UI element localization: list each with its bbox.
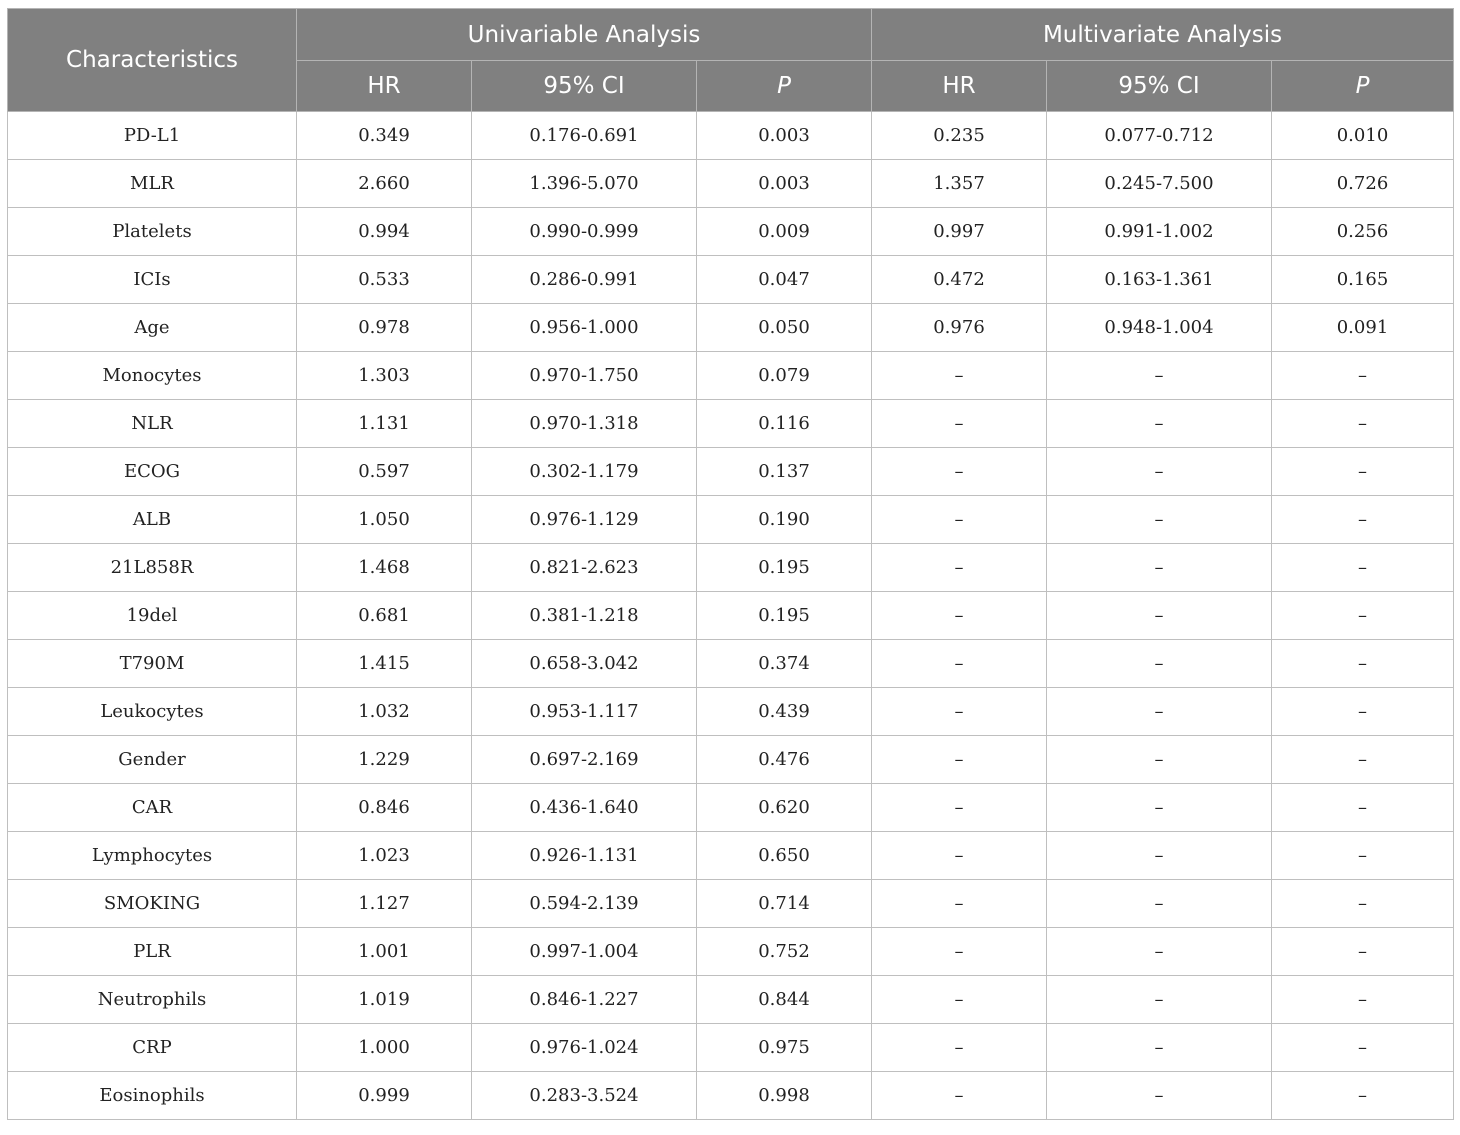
uni-hr-cell: 1.001 bbox=[297, 928, 472, 976]
multi-hr-cell: – bbox=[872, 1024, 1047, 1072]
characteristic-cell: PLR bbox=[8, 928, 297, 976]
multi-hr-cell: – bbox=[872, 448, 1047, 496]
multi-hr-cell: 0.976 bbox=[872, 304, 1047, 352]
uni-ci-cell: 0.821-2.623 bbox=[472, 544, 697, 592]
multi-hr-cell: 0.472 bbox=[872, 256, 1047, 304]
uni-p-cell: 0.439 bbox=[697, 688, 872, 736]
multi-hr-cell: – bbox=[872, 640, 1047, 688]
uni-hr-cell: 0.533 bbox=[297, 256, 472, 304]
uni-ci-cell: 0.302-1.179 bbox=[472, 448, 697, 496]
uni-ci-cell: 0.594-2.139 bbox=[472, 880, 697, 928]
uni-p-cell: 0.195 bbox=[697, 544, 872, 592]
uni-ci-cell: 0.956-1.000 bbox=[472, 304, 697, 352]
multi-ci-cell: – bbox=[1047, 880, 1272, 928]
multi-ci-cell: – bbox=[1047, 976, 1272, 1024]
characteristic-cell: Lymphocytes bbox=[8, 832, 297, 880]
multi-ci-cell: – bbox=[1047, 544, 1272, 592]
uni-p-cell: 0.374 bbox=[697, 640, 872, 688]
characteristic-cell: Eosinophils bbox=[8, 1072, 297, 1120]
uni-p-cell: 0.009 bbox=[697, 208, 872, 256]
multi-ci-cell: – bbox=[1047, 640, 1272, 688]
characteristic-cell: 19del bbox=[8, 592, 297, 640]
table-row bbox=[8, 112, 1454, 160]
table-row bbox=[8, 208, 1454, 256]
table-row bbox=[8, 880, 1454, 928]
table-row bbox=[8, 448, 1454, 496]
uni-ci-cell: 0.997-1.004 bbox=[472, 928, 697, 976]
multi-ci-cell: – bbox=[1047, 400, 1272, 448]
table-row bbox=[8, 784, 1454, 832]
uni-ci-cell: 0.953-1.117 bbox=[472, 688, 697, 736]
characteristics-header: Characteristics bbox=[8, 9, 297, 112]
characteristic-cell: Age bbox=[8, 304, 297, 352]
uni-hr-cell: 0.349 bbox=[297, 112, 472, 160]
multi-p-cell: – bbox=[1272, 352, 1454, 400]
multi-ci-cell: – bbox=[1047, 784, 1272, 832]
uni-hr-cell: 1.127 bbox=[297, 880, 472, 928]
multi-ci-cell: – bbox=[1047, 688, 1272, 736]
multi-ci-cell: – bbox=[1047, 928, 1272, 976]
uni-ci-cell: 0.436-1.640 bbox=[472, 784, 697, 832]
multi-hr-cell: – bbox=[872, 976, 1047, 1024]
uni-hr-cell: 1.229 bbox=[297, 736, 472, 784]
table-row bbox=[8, 688, 1454, 736]
table-row bbox=[8, 352, 1454, 400]
uni-p-cell: 0.050 bbox=[697, 304, 872, 352]
uni-p-cell: 0.079 bbox=[697, 352, 872, 400]
multi-p-cell: 0.256 bbox=[1272, 208, 1454, 256]
multi-ci-cell: – bbox=[1047, 496, 1272, 544]
uni-p-cell: 0.003 bbox=[697, 160, 872, 208]
multi-hr-header: HR bbox=[872, 61, 1047, 112]
table-header bbox=[8, 9, 1454, 112]
multi-hr-cell: – bbox=[872, 784, 1047, 832]
uni-ci-cell: 0.926-1.131 bbox=[472, 832, 697, 880]
uni-hr-header: HR bbox=[297, 61, 472, 112]
multi-hr-cell: – bbox=[872, 496, 1047, 544]
multi-hr-cell: 0.997 bbox=[872, 208, 1047, 256]
characteristic-cell: T790M bbox=[8, 640, 297, 688]
multi-hr-cell: – bbox=[872, 352, 1047, 400]
uni-ci-cell: 0.846-1.227 bbox=[472, 976, 697, 1024]
multi-p-cell: 0.091 bbox=[1272, 304, 1454, 352]
multi-hr-cell: – bbox=[872, 832, 1047, 880]
characteristic-cell: ECOG bbox=[8, 448, 297, 496]
uni-hr-cell: 1.032 bbox=[297, 688, 472, 736]
uni-hr-cell: 2.660 bbox=[297, 160, 472, 208]
multi-hr-cell: – bbox=[872, 1072, 1047, 1120]
characteristic-cell: Neutrophils bbox=[8, 976, 297, 1024]
characteristic-cell: 21L858R bbox=[8, 544, 297, 592]
uni-p-cell: 0.195 bbox=[697, 592, 872, 640]
table-row bbox=[8, 736, 1454, 784]
multi-p-header: P bbox=[1272, 61, 1454, 112]
table-row bbox=[8, 304, 1454, 352]
uni-ci-cell: 0.976-1.024 bbox=[472, 1024, 697, 1072]
uni-hr-cell: 1.415 bbox=[297, 640, 472, 688]
multi-ci-cell: – bbox=[1047, 1024, 1272, 1072]
table-row bbox=[8, 976, 1454, 1024]
multi-p-cell: – bbox=[1272, 448, 1454, 496]
table-row bbox=[8, 928, 1454, 976]
multi-p-cell: 0.165 bbox=[1272, 256, 1454, 304]
multi-ci-cell: – bbox=[1047, 736, 1272, 784]
uni-p-cell: 0.714 bbox=[697, 880, 872, 928]
uni-ci-cell: 0.970-1.318 bbox=[472, 400, 697, 448]
uni-hr-cell: 1.000 bbox=[297, 1024, 472, 1072]
multi-ci-cell: 0.077-0.712 bbox=[1047, 112, 1272, 160]
characteristic-cell: SMOKING bbox=[8, 880, 297, 928]
multi-p-cell: – bbox=[1272, 1024, 1454, 1072]
table-row bbox=[8, 256, 1454, 304]
uni-hr-cell: 1.019 bbox=[297, 976, 472, 1024]
table-row bbox=[8, 640, 1454, 688]
characteristic-cell: CAR bbox=[8, 784, 297, 832]
multi-ci-header: 95% CI bbox=[1047, 61, 1272, 112]
uni-ci-cell: 0.176-0.691 bbox=[472, 112, 697, 160]
uni-p-cell: 0.116 bbox=[697, 400, 872, 448]
multi-hr-cell: – bbox=[872, 928, 1047, 976]
table-row bbox=[8, 592, 1454, 640]
uni-hr-cell: 0.597 bbox=[297, 448, 472, 496]
characteristic-cell: NLR bbox=[8, 400, 297, 448]
multi-p-cell: – bbox=[1272, 544, 1454, 592]
multi-p-cell: – bbox=[1272, 688, 1454, 736]
uni-p-cell: 0.620 bbox=[697, 784, 872, 832]
table-row bbox=[8, 832, 1454, 880]
table-row bbox=[8, 1072, 1454, 1120]
multi-p-cell: 0.726 bbox=[1272, 160, 1454, 208]
uni-hr-cell: 0.846 bbox=[297, 784, 472, 832]
multi-hr-cell: – bbox=[872, 592, 1047, 640]
multi-hr-cell: – bbox=[872, 544, 1047, 592]
characteristic-cell: Leukocytes bbox=[8, 688, 297, 736]
multi-ci-cell: 0.948-1.004 bbox=[1047, 304, 1272, 352]
multi-p-cell: – bbox=[1272, 832, 1454, 880]
multi-p-cell: – bbox=[1272, 1072, 1454, 1120]
uni-p-cell: 0.752 bbox=[697, 928, 872, 976]
characteristic-cell: ALB bbox=[8, 496, 297, 544]
characteristic-cell: Gender bbox=[8, 736, 297, 784]
characteristic-cell: CRP bbox=[8, 1024, 297, 1072]
characteristic-cell: MLR bbox=[8, 160, 297, 208]
characteristic-cell: PD-L1 bbox=[8, 112, 297, 160]
multi-p-cell: 0.010 bbox=[1272, 112, 1454, 160]
multi-ci-cell: 0.245-7.500 bbox=[1047, 160, 1272, 208]
multi-hr-cell: – bbox=[872, 400, 1047, 448]
multi-ci-cell: – bbox=[1047, 1072, 1272, 1120]
uni-ci-cell: 0.658-3.042 bbox=[472, 640, 697, 688]
table-row bbox=[8, 496, 1454, 544]
multi-ci-cell: 0.991-1.002 bbox=[1047, 208, 1272, 256]
uni-p-cell: 0.003 bbox=[697, 112, 872, 160]
uni-ci-cell: 0.990-0.999 bbox=[472, 208, 697, 256]
multi-hr-cell: – bbox=[872, 688, 1047, 736]
characteristic-cell: Monocytes bbox=[8, 352, 297, 400]
multi-hr-cell: – bbox=[872, 880, 1047, 928]
multi-hr-cell: 0.235 bbox=[872, 112, 1047, 160]
multi-ci-cell: – bbox=[1047, 592, 1272, 640]
multi-p-cell: – bbox=[1272, 928, 1454, 976]
table-row bbox=[8, 1024, 1454, 1072]
multi-p-cell: – bbox=[1272, 976, 1454, 1024]
multi-hr-cell: – bbox=[872, 736, 1047, 784]
uni-p-cell: 0.190 bbox=[697, 496, 872, 544]
uni-p-cell: 0.650 bbox=[697, 832, 872, 880]
multi-ci-cell: – bbox=[1047, 352, 1272, 400]
characteristic-cell: ICIs bbox=[8, 256, 297, 304]
multi-p-cell: – bbox=[1272, 592, 1454, 640]
multi-p-cell: – bbox=[1272, 496, 1454, 544]
uni-hr-cell: 1.050 bbox=[297, 496, 472, 544]
uni-p-header: P bbox=[697, 61, 872, 112]
uni-p-cell: 0.047 bbox=[697, 256, 872, 304]
uni-hr-cell: 0.994 bbox=[297, 208, 472, 256]
uni-ci-cell: 0.283-3.524 bbox=[472, 1072, 697, 1120]
uni-p-cell: 0.975 bbox=[697, 1024, 872, 1072]
multi-p-cell: – bbox=[1272, 400, 1454, 448]
uni-ci-cell: 0.286-0.991 bbox=[472, 256, 697, 304]
uni-hr-cell: 1.303 bbox=[297, 352, 472, 400]
multi-p-cell: – bbox=[1272, 736, 1454, 784]
uni-hr-cell: 1.023 bbox=[297, 832, 472, 880]
characteristic-cell: Platelets bbox=[8, 208, 297, 256]
uni-ci-cell: 1.396-5.070 bbox=[472, 160, 697, 208]
uni-ci-cell: 0.381-1.218 bbox=[472, 592, 697, 640]
table-row bbox=[8, 160, 1454, 208]
uni-p-cell: 0.137 bbox=[697, 448, 872, 496]
uni-p-cell: 0.844 bbox=[697, 976, 872, 1024]
uni-ci-cell: 0.970-1.750 bbox=[472, 352, 697, 400]
multi-p-cell: – bbox=[1272, 640, 1454, 688]
uni-hr-cell: 0.978 bbox=[297, 304, 472, 352]
multi-p-cell: – bbox=[1272, 784, 1454, 832]
multi-ci-cell: 0.163-1.361 bbox=[1047, 256, 1272, 304]
univariable-group-header: Univariable Analysis bbox=[297, 9, 872, 61]
uni-p-cell: 0.476 bbox=[697, 736, 872, 784]
uni-ci-cell: 0.976-1.129 bbox=[472, 496, 697, 544]
table-row bbox=[8, 400, 1454, 448]
uni-hr-cell: 0.999 bbox=[297, 1072, 472, 1120]
table-row bbox=[8, 544, 1454, 592]
multi-ci-cell: – bbox=[1047, 448, 1272, 496]
uni-p-cell: 0.998 bbox=[697, 1072, 872, 1120]
multi-ci-cell: – bbox=[1047, 832, 1272, 880]
multi-p-cell: – bbox=[1272, 880, 1454, 928]
uni-ci-header: 95% CI bbox=[472, 61, 697, 112]
results-table bbox=[7, 8, 1454, 1120]
uni-hr-cell: 1.131 bbox=[297, 400, 472, 448]
uni-hr-cell: 1.468 bbox=[297, 544, 472, 592]
multivariate-group-header: Multivariate Analysis bbox=[872, 9, 1454, 61]
table-body bbox=[8, 112, 1454, 1120]
multi-hr-cell: 1.357 bbox=[872, 160, 1047, 208]
uni-ci-cell: 0.697-2.169 bbox=[472, 736, 697, 784]
uni-hr-cell: 0.681 bbox=[297, 592, 472, 640]
